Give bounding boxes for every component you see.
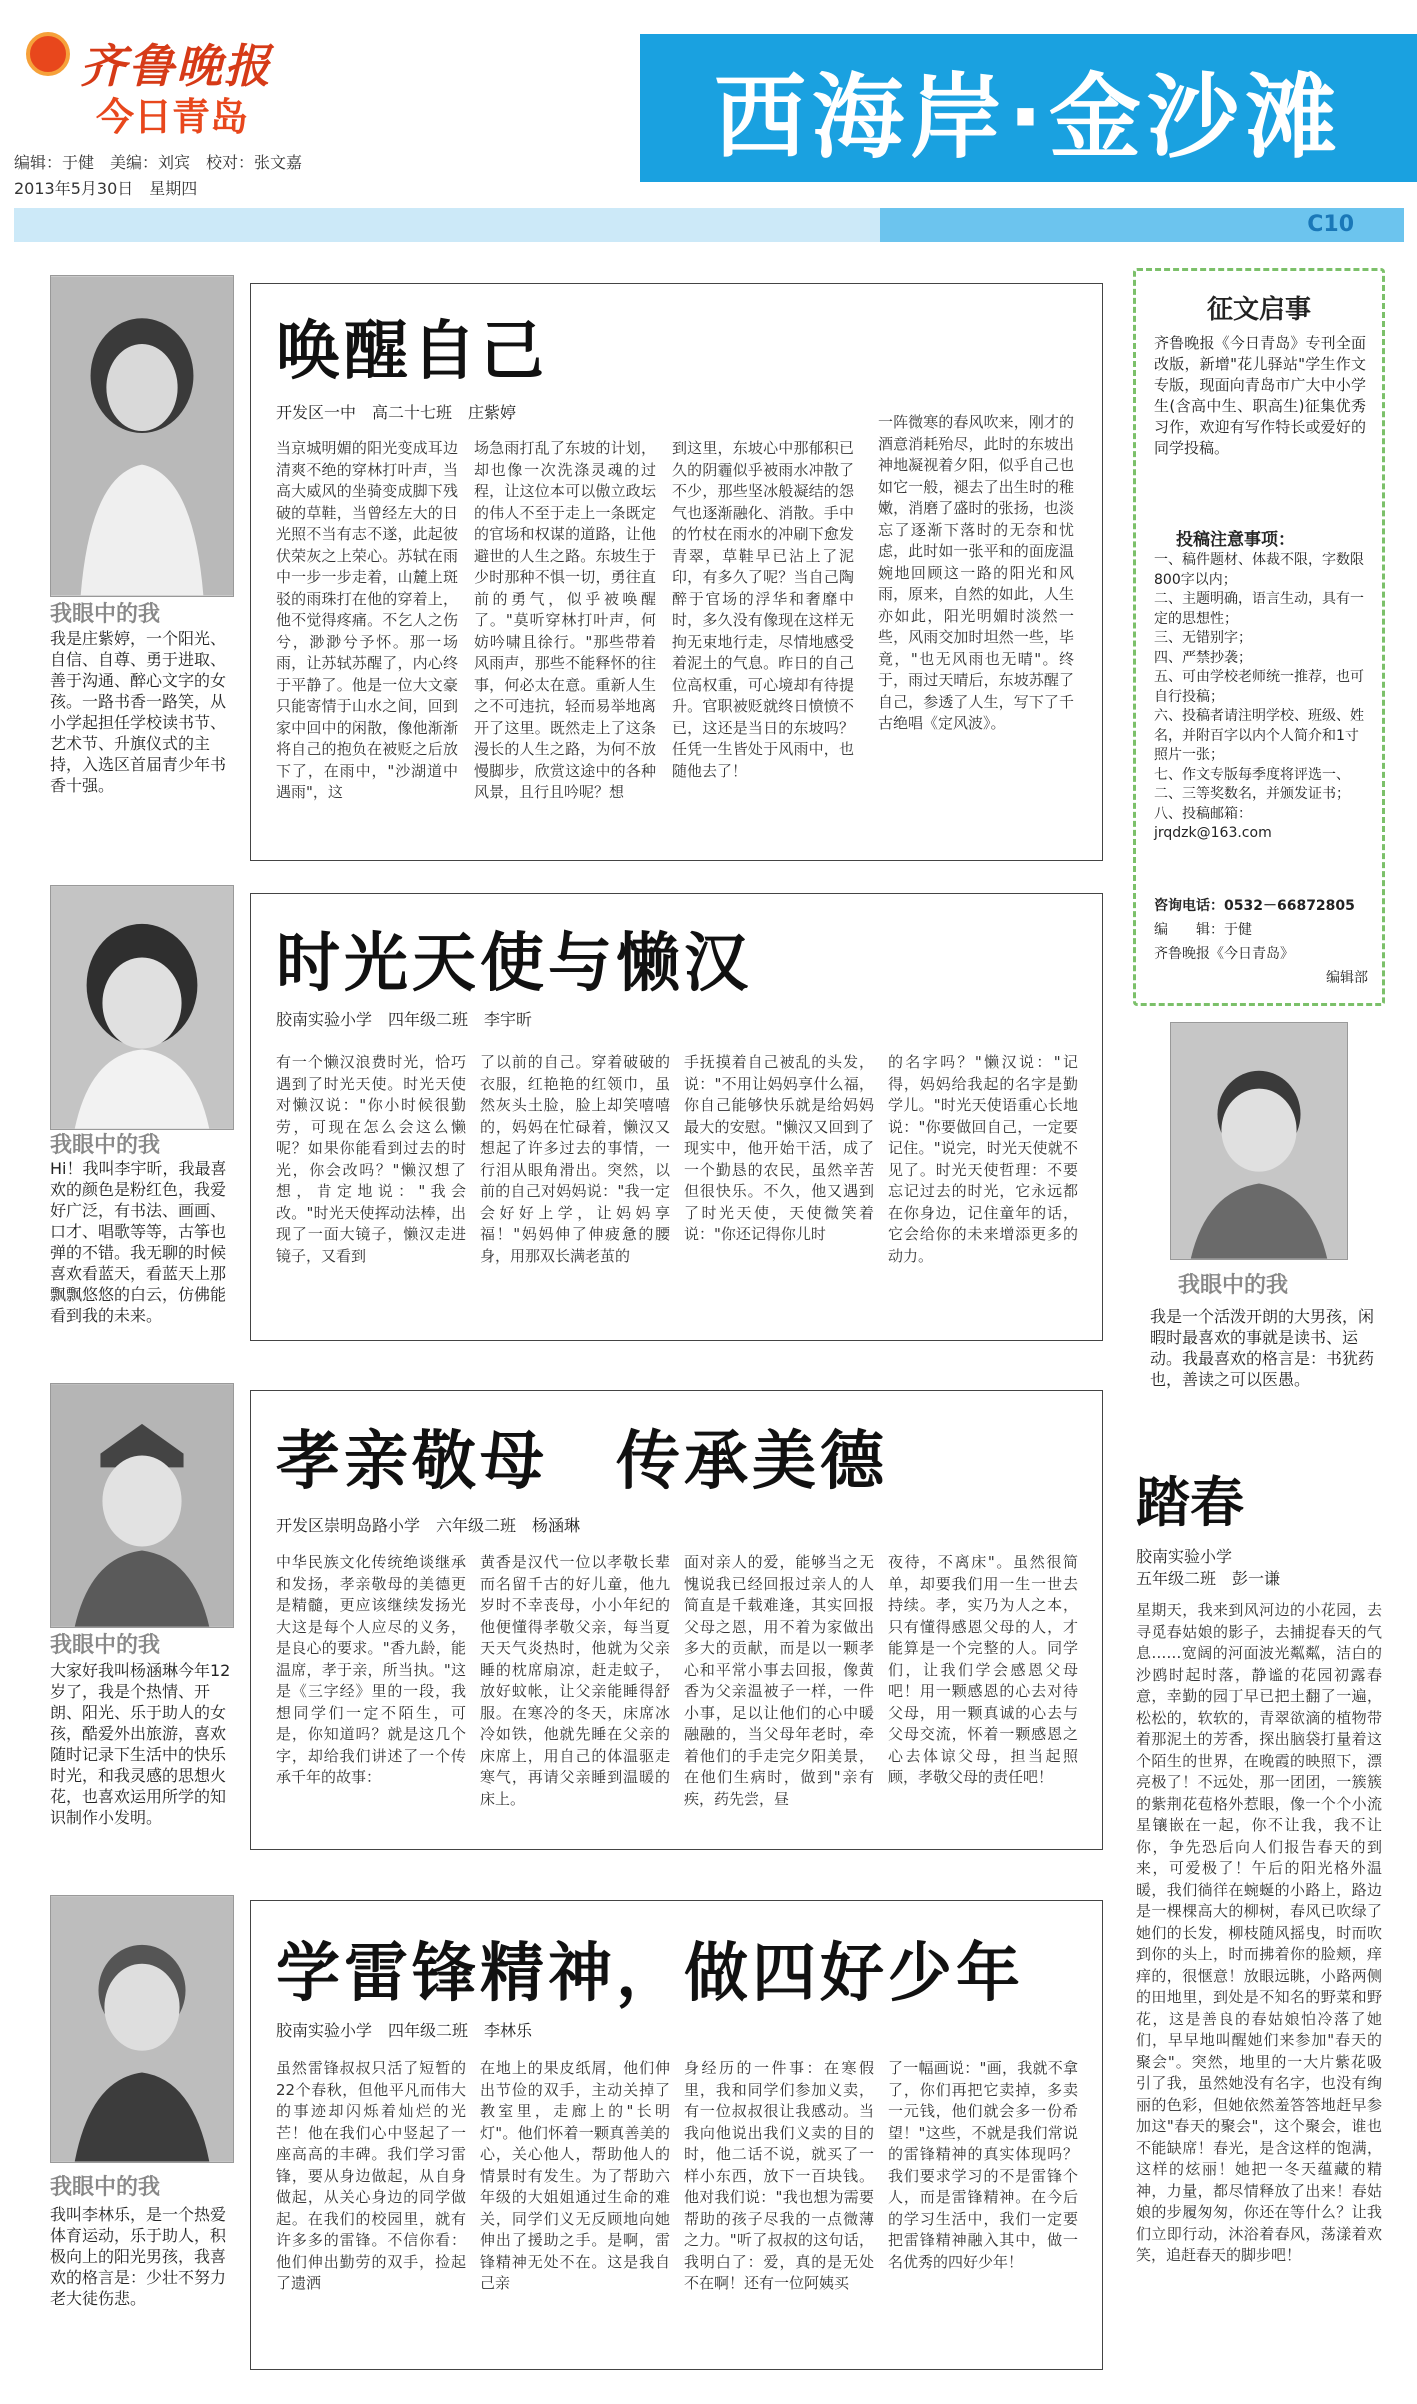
notice-rules-title: 投稿注意事项： bbox=[1176, 530, 1295, 550]
bio-caption: 我眼中的我 bbox=[50, 602, 161, 627]
article-title: 踏春 bbox=[1136, 1471, 1244, 1534]
notice-rule-item: 六、投稿者请注明学校、班级、姓名，并附百字以内个人简介和1寸照片一张； bbox=[1154, 708, 1364, 763]
notice-rule-item: 四、严禁抄袭； bbox=[1154, 649, 1252, 666]
page-number: C10 bbox=[1307, 212, 1354, 237]
article-column: 星期天，我来到风河边的小花园，去寻觅春姑娘的影子，去捕捉春天的气息……宽阔的河面波光粼粼，洁白的沙鸥时起时落，静谧的花园初露春意，幸勤的园丁早已把土翻了一遍，松松的，软软的，青翠欲滴的植物带着那泥土的芳香，探出脑袋打量着这个陌生的世界，在晚霞的映照下，漂亮极了！不远处，那一团团，一簇簇的紫荆花苞格外惹眼，像一个个小流星镶嵌在一起，你不让我，我不让你，争先恐后向人们报告春天的到来，可爱极了！午后的阳光格外温暖，我们徜徉在蜿蜒的小路上，路边是一棵棵高大的柳树，春风已吹绿了她们的长发，柳枝随风摇曳，时而吹到你的头上，时而拂着你的脸颊，痒痒的，很惬意！放眼远眺，小路两侧的田地里，到处是不知名的野菜和野花，这是善良的春姑娘怕冷落了她们，早早地叫醒她们来参加"春天的聚会"。突然，地里的一大片紫花吸引了我，虽然她没有名字，也没有绚丽的色彩，但她依然羞答答地赶早参加这"春天的聚会"，这个聚会，谁也不能缺席！春光，是含这样的饱满，这样的炫丽！她把一冬天蕴藏的精神，力量，都尽情释放了出来！春姑娘的步履匆匆，你还在等什么？让我们立即行动，沐浴着春风，荡漾着欢笑，追赶春天的脚步吧！ bbox=[1136, 1601, 1382, 2264]
author-photo bbox=[50, 1383, 234, 1628]
bio-caption: 我眼中的我 bbox=[50, 1133, 161, 1158]
header-strip-accent bbox=[880, 208, 1404, 242]
article-column: 中华民族文化传统绝谈继承和发扬，孝亲敬母的美德更是精髓，更应该继续发扬光大这是每个人应尽的义务，是良心的要求。"香九龄，能温席，孝于亲，所当执。"这是《三字经》里的一段，我想同学们一定不陌生，可是，你知道吗？就是这几个字，却给我们讲述了一个传承千年的故事： bbox=[276, 1553, 466, 1786]
article-byline: 胶南实验小学 四年级二班 李宇昕 bbox=[276, 1010, 533, 1029]
masthead bbox=[0, 0, 640, 200]
author-bio: 我叫李林乐，是一个热爱体育运动，乐于助人，积极向上的阳光男孩，我喜欢的格言是：少壮不努力老大徒伤悲。 bbox=[50, 2205, 227, 2308]
article-byline: 五年级二班 彭一谦 bbox=[1136, 1569, 1281, 1588]
author-bio: 我是庄紫婷，一个阳光、自信、自尊、勇于进取、善于沟通、醉心文字的女孩。一路书香一路笑，从小学起担任学校读书节、艺术节、升旗仪式的主持，入选区首届青少年书香十强。 bbox=[50, 629, 227, 795]
article-column: 黄香是汉代一位以孝敬长辈而名留千古的好儿童，他九岁时不幸丧母，小小年纪的他便懂得孝敬父亲，每当夏天天气炎热时，他就为父亲睡的枕席扇凉，赶走蚊子，放好蚊帐，让父亲能睡得舒服。在寒冷的冬天，床席冰冷如铁，他就先睡在父亲的床席上，用自己的体温驱走寒气，再请父亲睡到温暖的床上。 bbox=[480, 1553, 670, 1808]
notice-dept: 编辑部 bbox=[1326, 970, 1368, 986]
author-photo bbox=[50, 275, 234, 597]
issue-date: 2013年5月30日 星期四 bbox=[14, 179, 198, 198]
article-column: 有一个懒汉浪费时光，恰巧遇到了时光天使。时光天使对懒汉说："你小时候很勤劳，可现在怎么会这么懒呢？如果你能看到过去的时光，你会改吗？"懒汉想了想，肯定地说："我会改。"时光天使挥动法棒，出现了一面大镜子，懒汉走进镜子，又看到 bbox=[276, 1053, 466, 1265]
section-banner bbox=[640, 34, 1417, 182]
notice-phone: 咨询电话：0532－66872805 bbox=[1154, 898, 1355, 914]
article-byline: 胶南实验小学 四年级二班 李林乐 bbox=[276, 2021, 533, 2040]
article-column: 的名字吗？"懒汉说："记得，妈妈给我起的名字是勤学儿。"时光天使语重心长地说："你要做回自己，一定要记住。"说完，时光天使就不见了。时光天使哲理：不要忘记过去的时光，它永远都在你身边，记住童年的话，它会给你的未来增添更多的动力。 bbox=[888, 1053, 1078, 1265]
notice-rule-item: 三、无错别字； bbox=[1154, 630, 1252, 646]
notice-rule-item: 一、稿件题材、体裁不限，字数限800字以内； bbox=[1154, 552, 1364, 588]
edition-name: 今日青岛 bbox=[96, 95, 249, 139]
newspaper-name: 齐鲁晚报 bbox=[80, 39, 272, 93]
author-photo bbox=[1170, 1022, 1348, 1260]
article-column: 面对亲人的爱，能够当之无愧说我已经回报过亲人的人简直是千载难逢，其实回报父母之恩，用不着为家做出多大的贡献，而是以一颗孝心和平常小事去回报，像黄香为父亲温被子一样，一件小事，足以让他们的心中暖融融的，当父母年老时，牵着他们的手走完夕阳美景，在他们生病时，做到"亲有疾，药先尝，昼 bbox=[684, 1553, 874, 1808]
notice-rule-item: 七、作文专版每季度将评选一、二、三等奖数名，并颁发证书； bbox=[1154, 766, 1350, 802]
article-title: 孝亲敬母 传承美德 bbox=[276, 1425, 888, 1499]
staff-line: 编辑：于健 美编：刘宾 校对：张文嘉 bbox=[14, 153, 303, 172]
newspaper-logo-icon bbox=[26, 32, 70, 76]
notice-rules-list bbox=[1154, 551, 1366, 844]
author-photo bbox=[50, 1895, 234, 2163]
article-column: 一阵微寒的春风吹来，刚才的酒意消耗殆尽，此时的东坡出神地凝视着夕阳，似乎自己也如它一般，褪去了出生时的稚嫩，消磨了盛时的张扬，也淡忘了逐渐下落时的无奈和忧虑，此时如一张平和的面庞温婉地回顾这一路的阳光和风雨，原来，自然的如此，人生亦如此，阳光明媚时淡然一些，风雨交加时坦然一些，毕竟，"也无风雨也无晴"。终于，雨过天晴后，东坡苏醒了自己，参透了人生，写下了千古绝唱《定风波》。 bbox=[878, 413, 1074, 732]
article-column: 在地上的果皮纸屑，他们伸出节俭的双手，主动关掉了教室里，走廊上的"长明灯"。他们怀着一颗真善美的心，关心他人，帮助他人的情景时有发生。为了帮助六年级的大姐姐通过生命的难关，同学们义无反顾地向她伸出了援助之手。是啊，雷锋精神无处不在。这是我自己亲 bbox=[480, 2059, 670, 2292]
article-byline: 开发区崇明岛路小学 六年级二班 杨涵琳 bbox=[276, 1516, 581, 1535]
article-column: 虽然雷锋叔叔只活了短暂的22个春秋，但他平凡而伟大的事迹却闪烁着灿烂的光芒！他在我们心中竖起了一座高高的丰碑。我们学习雷锋，要从身边做起，从自身做起，从关心身边的同学做起。在我们的校园里，就有许多多的雷锋。不信你看：他们伸出勤劳的双手，捡起了遗洒 bbox=[276, 2059, 466, 2292]
notice-rule-item: 五、可由学校老师统一推荐，也可自行投稿； bbox=[1154, 669, 1364, 705]
notice-editor: 编 辑：于健 bbox=[1154, 922, 1252, 938]
author-bio: 我是一个活泼开朗的大男孩，闲暇时最喜欢的事就是读书、运动。我最喜欢的格言是：书犹药也，善读之可以医愚。 bbox=[1150, 1307, 1375, 1389]
article-school: 胶南实验小学 bbox=[1136, 1547, 1233, 1566]
article-column: 了以前的自己。穿着破破的衣服，红艳艳的红领巾，虽然灰头土脸，脸上却笑嘻嘻的，妈妈在忙碌着，懒汉又想起了许多过去的事情，一行泪从眼角滑出。突然，以前的自己对妈妈说："我一定会好好上学，让妈妈享福！"妈妈伸了伸疲惫的腰身，用那双长满老茧的 bbox=[480, 1053, 670, 1265]
article-title: 唤醒自己 bbox=[276, 315, 548, 389]
call-for-submissions-box bbox=[1133, 268, 1385, 1006]
article-column: 了一幅画说："画，我就不拿了，你们再把它卖掉，多卖一元钱，他们就会多一份希望！"这些，不就是我们常说的雷锋精神的真实体现吗？我们要求学习的不是雷锋个人，而是雷锋精神。在今后的学习生活中，我们一定要把雷锋精神融入其中，做一名优秀的四好少年！ bbox=[888, 2059, 1078, 2271]
bio-caption: 我眼中的我 bbox=[50, 1633, 161, 1658]
article-column: 到这里，东坡心中那郁积已久的阴霾似乎被雨水冲散了不少，那些坚冰般凝结的怨气也逐渐融化、消散。手中的竹杖在雨水的冲刷下愈发青翠，草鞋早已沾上了泥印，有多久了呢？当自己陶醉于官场的浮华和奢靡中时，多久没有像现在这样无拘无束地行走，尽情地感受着泥土的气息。昨日的自己位高权重，可心境却有待提升。官职被贬就终日愤愤不已，这还是当日的东坡吗？任凭一生皆处于风雨中，也随他去了！ bbox=[672, 439, 854, 780]
notice-org: 齐鲁晚报《今日青岛》 bbox=[1154, 946, 1294, 962]
author-bio: 大家好我叫杨涵琳今年12岁了，我是个热情、开朗、阳光、乐于助人的女孩，酷爱外出旅游，喜欢随时记录下生活中的快乐时光，和我灵感的思想火花，也喜欢运用所学的知识制作小发明。 bbox=[50, 1661, 231, 1827]
notice-rule-item: 二、主题明确，语言生动，具有一定的思想性； bbox=[1154, 591, 1364, 627]
article-title: 学雷锋精神，做四好少年 bbox=[276, 1937, 1024, 2011]
article-column: 身经历的一件事：在寒假里，我和同学们参加义卖，有一位叔叔很让我感动。当我向他说出我们义卖的目的时，他二话不说，就买了一样小东西，放下一百块钱。他对我们说："我也想为需要帮助的孩子尽我的一点微薄之力。"听了叔叔的这句话，我明白了：爱，真的是无处不在啊！还有一位阿姨买 bbox=[684, 2059, 874, 2292]
bio-caption: 我眼中的我 bbox=[1178, 1273, 1289, 1298]
article-title: 时光天使与懒汉 bbox=[276, 927, 752, 1001]
notice-intro: 齐鲁晚报《今日青岛》专刊全面改版，新增"花儿驿站"学生作文专版，现面向青岛市广大中小学生(含高中生、职高生)征集优秀习作，欢迎有写作特长或爱好的同学投稿。 bbox=[1154, 334, 1366, 457]
article-column: 当京城明媚的阳光变成耳边清爽不绝的穿林打叶声，当高大威风的坐骑变成脚下残破的草鞋，当曾经左大的日光照不当有志不遂，此起彼伏荣灰之上荣心。苏轼在雨中一步一步走着，山麓上斑驳的雨珠打在他的穿着上，他不觉得疼痛。不乞人之伤兮，渺渺兮予怀。那一场雨，让苏轼苏醒了，内心终于平静了。他是一位大文豪只能寄情于山水之间，回到家中回中的闲散，像他渐渐将自己的抱负在被贬之后放下了，在雨中，"沙湖道中遇雨"，这 bbox=[276, 439, 458, 801]
article-column: 手抚摸着自己被乱的头发，说："不用让妈妈享什么福，你自己能够快乐就是给妈妈最大的安慰。"懒汉又回到了现实中，他开始干活，成了一个勤恳的农民，虽然辛苦但很快乐。不久，他又遇到了时光天使，天使微笑着说："你还记得你儿时 bbox=[684, 1053, 874, 1243]
author-photo bbox=[50, 885, 234, 1130]
article-column: 场急雨打乱了东坡的计划，却也像一次洗涤灵魂的过程，让这位本可以傲立政坛的伟人不至于走上一条既定的官场和权谋的道路，让他避世的人生之路。东坡生于少时那种不惧一切，勇往直前的勇气，似乎被唤醒了。"莫听穿林打叶声，何妨吟啸且徐行。"那些带着风雨声，那些不能释怀的往事，何必太在意。重新人生之不可违抗，轻而易举地离开了这里。既然走上了这条漫长的人生之路，为何不放慢脚步，欣赏这途中的各种风景，且行且吟呢？想 bbox=[474, 439, 656, 801]
section-title: 西海岸·金沙滩 bbox=[714, 64, 1343, 171]
article-column: 夜待，不离床"。虽然很简单，却要我们用一生一世去持续。孝，实乃为人之本，只有懂得感恩父母的人，才能算是一个完整的人。同学们，让我们学会感恩父母吧！用一颗感恩的心去对待父母，用一颗真诚的心去与父母交流，怀着一颗感恩之心去体谅父母，担当起照顾，孝敬父母的责任吧！ bbox=[888, 1553, 1078, 1786]
notice-rule-item: 八、投稿邮箱：jrqdzk@163.com bbox=[1154, 805, 1272, 841]
bio-caption: 我眼中的我 bbox=[50, 2175, 161, 2200]
notice-title: 征文启事 bbox=[1206, 295, 1311, 325]
article-byline: 开发区一中 高二十七班 庄紫婷 bbox=[276, 403, 517, 422]
author-bio: Hi！我叫李宇昕，我最喜欢的颜色是粉红色，我爱好广泛，有书法、画画、口才、唱歌等等，古筝也弹的不错。我无聊的时候喜欢看蓝天，看蓝天上那飘飘悠悠的白云，仿佛能看到我的未来。 bbox=[50, 1159, 227, 1325]
